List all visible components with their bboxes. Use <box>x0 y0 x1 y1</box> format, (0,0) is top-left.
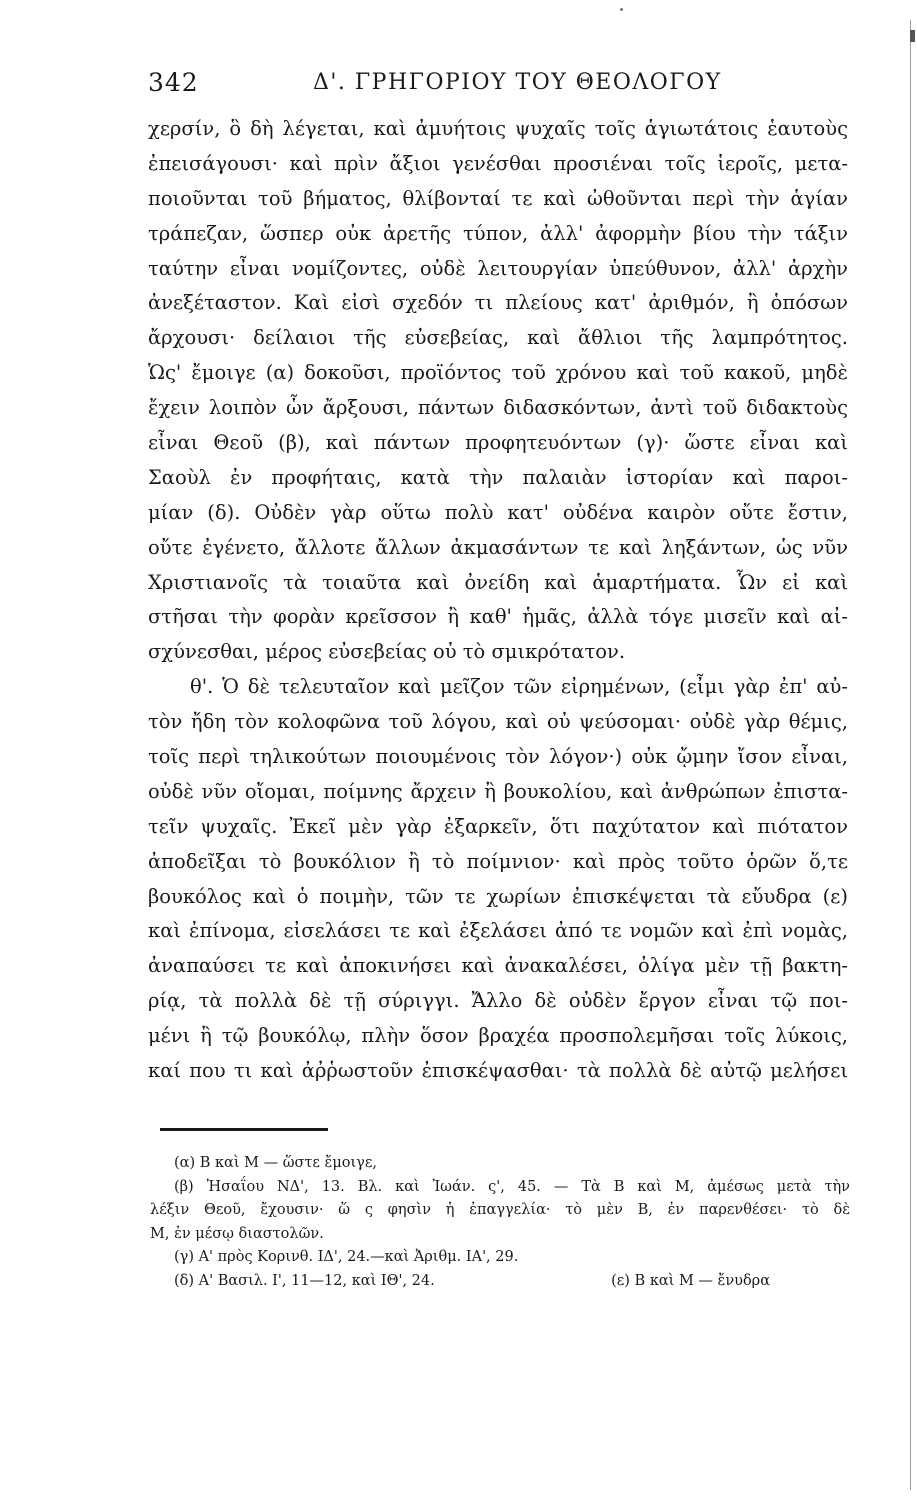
text-line: ἔχειν λοιπὸν ὧν ἄρξουσι, πάντων διδασκόντων, ἀντὶ τοῦ διδακτοὺς <box>148 396 848 420</box>
footnote-a: (α) Β καὶ Μ — ὥστε ἔμοιγε, <box>174 1155 377 1171</box>
text-line: ἄρχουσι· δείλαιοι τῆς εὐσεβείας, καὶ ἄθλιοι τῆς λαμπρότητος. <box>148 326 848 350</box>
footnote-e: (ε) Β καὶ Μ — ἔνυδρα <box>611 1272 770 1289</box>
footnote-b: (β) Ἠσαΐου ΝΔ', 13. Βλ. καὶ Ἰωάν. ς', 45. — Τὰ Β καὶ Μ, ἀμέσως μετὰ τὴν <box>174 1178 850 1195</box>
page-number: 342 <box>148 68 199 97</box>
footnote-b-end: Μ, ἐν μέσῳ διαστολῶν. <box>150 1225 324 1242</box>
page-edge-mark <box>910 30 915 42</box>
scan-dust-mark <box>620 8 623 11</box>
text-line: ἀνεξέταστον. Καὶ εἰσὶ σχεδόν τι πλείους κατ' ἀριθμόν, ἢ ὁπόσων <box>148 291 848 315</box>
text-line: ἀναπαύσει τε καὶ ἀποκινήσει καὶ ἀνακαλέσει, ὀλίγα μὲν τῇ βακτη- <box>148 954 848 978</box>
text-line: τράπεζαν, ὥσπερ οὐκ ἀρετῆς τύπον, ἀλλ' ἀφορμὴν βίου τὴν τάξιν <box>148 221 848 245</box>
text-line: Ὡς' ἔμοιγε (α) δοκοῦσι, προϊόντος τοῦ χρόνου καὶ τοῦ κακοῦ, μηδὲ <box>148 361 848 385</box>
text-line: εἶναι Θεοῦ (β), καὶ πάντων προφητευόντων (γ)· ὥστε εἶναι καὶ <box>148 431 848 455</box>
footnote-g: (γ) Α' πρὸς Κορινθ. ΙΔ', 24.—καὶ Ἀριθμ. ΙΑ', 29. <box>174 1249 519 1265</box>
text-line: οὔτε ἐγένετο, ἄλλοτε ἄλλων ἀκμασάντων τε καὶ ληξάντων, ὡς νῦν <box>148 535 848 559</box>
text-line: ἀποδεῖξαι τὸ βουκόλιον ἢ τὸ ποίμνιον· καὶ πρὸς τοῦτο ὁρῶν ὅ,τε <box>148 849 848 873</box>
text-line: τεῖν ψυχαῖς. Ἐκεῖ μὲν γὰρ ἐξαρκεῖν, ὅτι παχύτατον καὶ πιότατον <box>148 814 848 838</box>
running-head: Δ'. ΓΡΗΓΟΡΙΟΥ ΤΟΥ ΘΕΟΛΟΓΟΥ <box>313 70 722 95</box>
text-line: ἐπεισάγουσι· καὶ πρὶν ἄξιοι γενέσθαι προσιέναι τοῖς ἱεροῖς, μετα- <box>148 151 848 175</box>
text-line: οὐδὲ νῦν οἴομαι, ποίμνης ἄρχειν ἢ βουκολίου, καὶ ἀνθρώπων ἐπιστα- <box>148 779 848 803</box>
text-line: ποιοῦνται τοῦ βήματος, θλίβονταί τε καὶ ὠθοῦνται περὶ τὴν ἁγίαν <box>148 186 848 210</box>
main-text <box>148 112 848 1089</box>
text-line: χερσίν, ὃ δὴ λέγεται, καὶ ἀμυήτοις ψυχαῖς τοῖς ἁγιωτάτοις ἑαυτοὺς <box>148 117 848 140</box>
text-line: στῆσαι τὴν φορὰν κρεῖσσον ἢ καθ' ἡμᾶς, ἀλλὰ τόγε μισεῖν καὶ αἰ- <box>148 605 848 629</box>
page-edge-line <box>910 20 911 1490</box>
footnotes <box>150 1152 850 1293</box>
text-line: ρίᾳ, τὰ πολλὰ δὲ τῇ σύριγγι. Ἄλλο δὲ οὐδὲν ἔργον εἶναι τῷ ποι- <box>148 989 848 1013</box>
text-line: τὸν ἤδη τὸν κολοφῶνα τοῦ λόγου, καὶ οὐ ψεύσομαι· οὐδὲ γὰρ θέμις, <box>148 710 848 734</box>
text-line: βουκόλος καὶ ὁ ποιμὴν, τῶν τε χωρίων ἐπισκέψεται τὰ εὔυδρα (ε) <box>148 884 848 908</box>
text-line: τοῖς περὶ τηλικούτων ποιουμένοις τὸν λόγον·) οὐκ ᾤμην ἴσον εἶναι, <box>148 745 848 769</box>
page-header <box>148 68 848 102</box>
text-line: μένι ἢ τῷ βουκόλῳ, πλὴν ὅσον βραχέα προσπολεμῆσαι τοῖς λύκοις, <box>148 1024 848 1048</box>
text-line: μίαν (δ). Οὐδὲν γὰρ οὕτω πολὺ κατ' οὐδένα καιρὸν οὔτε ἔστιν, <box>148 500 848 524</box>
text-line: ταύτην εἶναι νομίζοντες, οὐδὲ λειτουργίαν ὑπεύθυνον, ἀλλ' ἀρχὴν <box>148 256 848 280</box>
footnote-d: (δ) Α' Βασιλ. Ι', 11—12, καὶ ΙΘ', 24. <box>174 1272 435 1289</box>
section-start-line: θ'. Ὁ δὲ τελευταῖον καὶ μεῖζον τῶν εἰρημένων, (εἶμι γὰρ ἐπ' αὐ- <box>190 675 848 699</box>
text-line: καὶ ἐπίνομα, εἰσελάσει τε καὶ ἐξελάσει ἀπό τε νομῶν καὶ ἐπὶ νομὰς, <box>148 919 848 943</box>
text-line: Χριστιανοῖς τὰ τοιαῦτα καὶ ὀνείδη καὶ ἁμαρτήματα. Ὧν εἰ καὶ <box>148 570 848 594</box>
footnote-row-d-e <box>150 1270 850 1294</box>
text-line: καί που τι καὶ ἀῤῥωστοῦν ἐπισκέψασθαι· τὰ πολλὰ δὲ αὐτῷ μελήσει <box>148 1059 848 1083</box>
footnote-b-continued: λέξιν Θεοῦ, ἔχουσιν· ὥ ς φησὶν ἡ ἐπαγγελία· τὸ μὲν Β, ἐν παρενθέσει· τὸ δὲ <box>150 1202 850 1218</box>
paragraph-end-line: σχύνεσθαι, μέρος εὐσεβείας οὐ τὸ σμικρότατον. <box>148 640 626 664</box>
footnote-separator <box>160 1128 328 1131</box>
text-line: Σαοὺλ ἐν προφήταις, κατὰ τὴν παλαιὰν ἱστορίαν καὶ παροι- <box>148 465 848 489</box>
